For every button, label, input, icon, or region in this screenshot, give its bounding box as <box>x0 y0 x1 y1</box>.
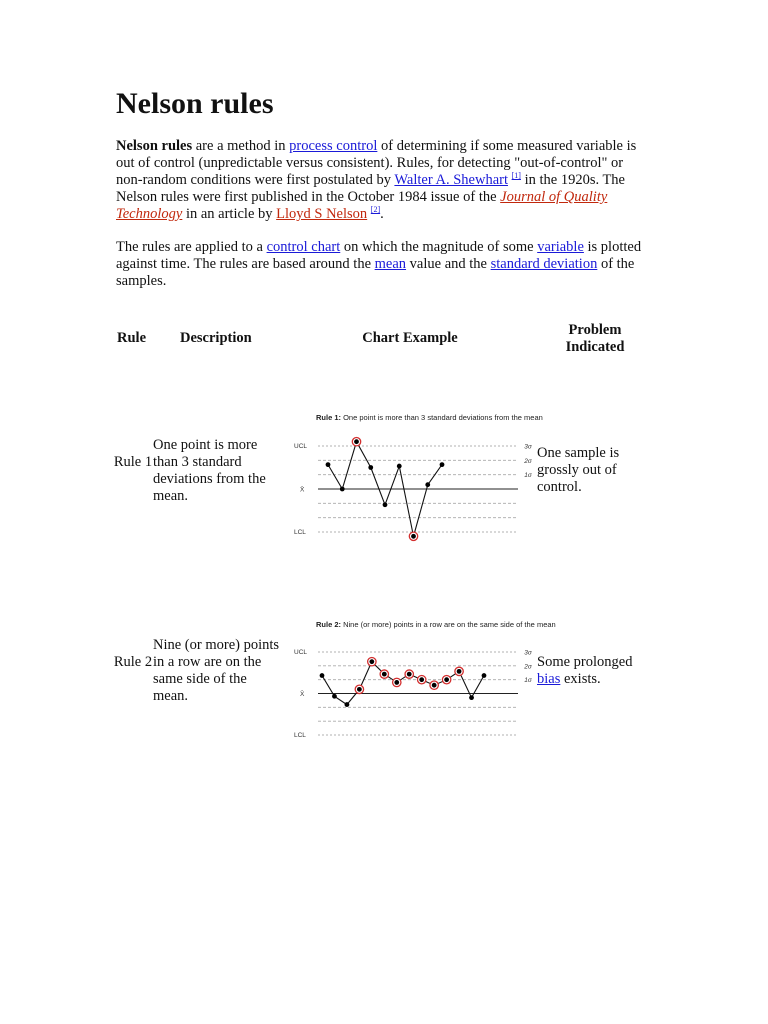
rule-1-chart <box>290 408 543 540</box>
lcl-label: LCL <box>294 732 306 739</box>
data-point <box>432 683 437 688</box>
ucl-label: UCL <box>294 443 308 450</box>
header-problem-indicated: Problem Indicated <box>565 322 625 355</box>
link-journal-quality-technology[interactable]: Journal of Quality Technology <box>116 189 608 222</box>
rule-2-chart-frame <box>294 649 533 739</box>
control-chart-paragraph: The rules are applied to a control chart on which the magnitude of some variable is plotted against time. The rules are based around the mean value and the standard deviation of the samples. <box>116 239 642 289</box>
link-control-chart[interactable]: control chart <box>266 239 341 255</box>
data-point <box>320 673 325 678</box>
sigma-2-label: 2σ <box>524 457 532 465</box>
reference-2[interactable]: [2] <box>370 205 381 214</box>
rule-2-label: Rule 2 <box>113 654 153 670</box>
rule-2-description: Nine (or more) points in a row are on the same side of the mean. <box>153 637 280 704</box>
page-title: Nelson rules <box>116 87 274 120</box>
sigma-3-label: 3σ <box>524 443 532 451</box>
sigma-1-label: 1σ <box>524 472 532 480</box>
rule-1-description: One point is more than 3 standard deviations from the mean. <box>153 437 266 504</box>
rule-2-problem: Some prolonged bias exists. <box>537 654 633 687</box>
data-point <box>326 462 331 467</box>
header-description: Description <box>180 330 252 346</box>
rule-1-chart-frame <box>294 443 533 536</box>
link-process-control[interactable]: process control <box>289 138 378 154</box>
header-rule: Rule <box>117 330 146 346</box>
ucl-label: UCL <box>294 649 308 656</box>
data-point <box>354 439 359 444</box>
link-walter-shewhart[interactable]: Walter A. Shewhart <box>394 172 508 188</box>
link-variable[interactable]: variable <box>537 239 584 255</box>
lcl-label: LCL <box>294 529 306 536</box>
data-point <box>407 672 412 677</box>
data-point <box>425 482 430 487</box>
data-point <box>332 694 337 699</box>
data-point <box>457 669 462 674</box>
data-point <box>357 687 362 692</box>
data-point <box>440 462 445 467</box>
data-point <box>419 677 424 682</box>
data-point <box>469 695 474 700</box>
data-point <box>397 464 402 469</box>
data-point <box>345 702 350 707</box>
data-point <box>394 680 399 685</box>
link-bias[interactable]: bias <box>537 671 561 687</box>
rule-1-chart-title: Rule 1: One point is more than 3 standard deviations from the mean <box>316 413 543 422</box>
reference-1[interactable]: [1] <box>511 171 521 180</box>
mean-label: X̄ <box>300 486 305 494</box>
rule-2-chart-series <box>320 657 487 706</box>
data-point <box>444 677 449 682</box>
link-lloyd-nelson[interactable]: Lloyd S Nelson <box>276 206 368 222</box>
sigma-1-label: 1σ <box>524 677 532 685</box>
data-point <box>369 659 374 664</box>
data-point <box>368 465 373 470</box>
rule-1-problem: One sample is grossly out of control. <box>537 445 620 495</box>
header-chart-example: Chart Example <box>362 330 458 346</box>
mean-label: X̄ <box>300 691 305 698</box>
sigma-3-label: 3σ <box>524 649 532 657</box>
rule-2-chart-title: Rule 2: Nine (or more) points in a row are on the same side of the mean <box>316 620 556 629</box>
link-standard-deviation[interactable]: standard deviation <box>490 256 598 272</box>
data-point <box>411 534 416 539</box>
data-point <box>340 487 345 492</box>
data-point <box>482 673 487 678</box>
data-point <box>383 502 388 507</box>
sigma-2-label: 2σ <box>524 663 532 671</box>
intro-lead: Nelson rules <box>116 138 193 154</box>
intro-paragraph: Nelson rules are a method in process control of determining if some measured variable is out of control (unpredictable versus consistent). Rules, for detecting "out-of-control" or non-random conditions were first postulated by Walter A. Shewhart [1] in the 1920s. The Nelson rules were first published in the October 1984 issue of the Journal of Quality Technology in an article by Lloyd S Nelson [2]. <box>116 138 637 222</box>
link-mean[interactable]: mean <box>374 256 407 272</box>
data-point <box>382 672 387 677</box>
rule-1-label: Rule 1 <box>113 454 153 470</box>
